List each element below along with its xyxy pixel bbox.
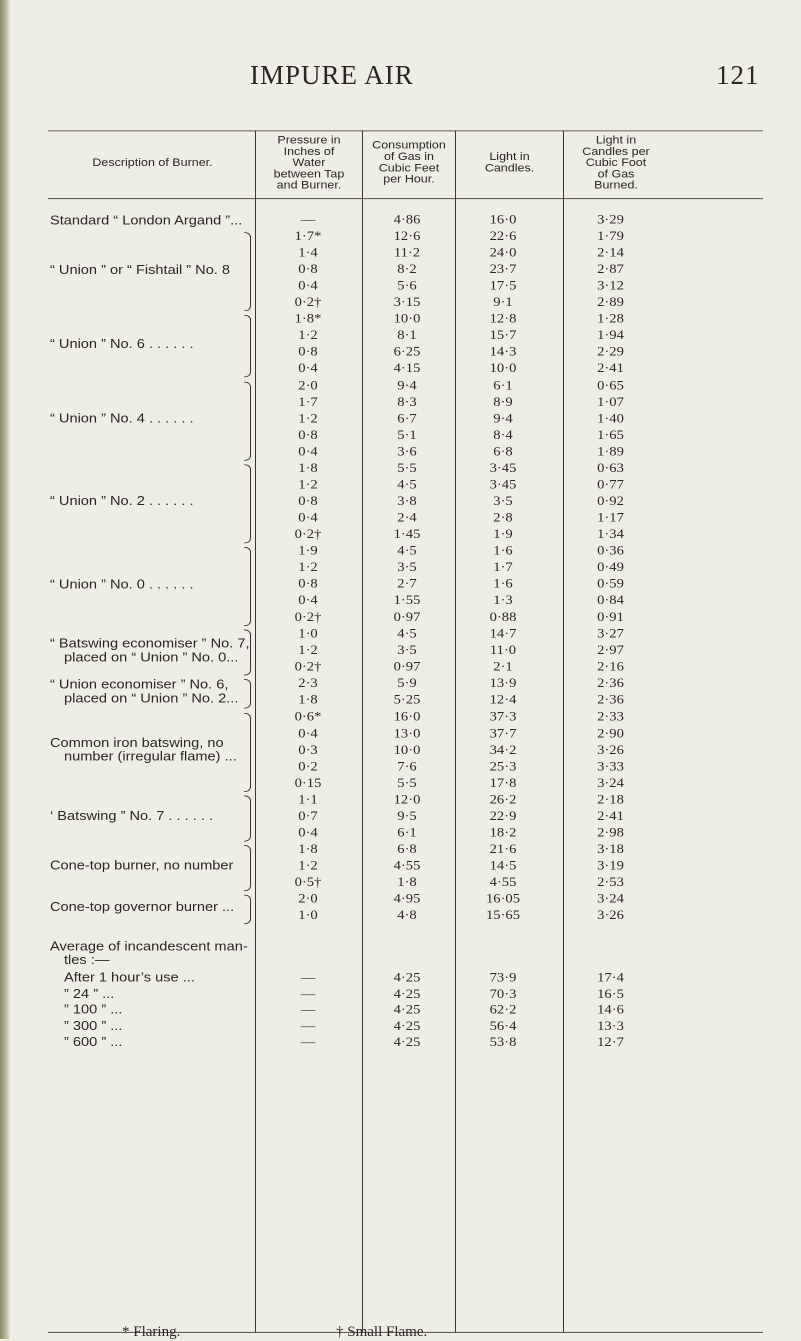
mantles-heading: tles :— — [64, 953, 110, 968]
light-cell: 13·9 — [489, 676, 517, 691]
consumption-cell: 10·0 — [393, 312, 421, 327]
consumption-cell: 4·25 — [393, 1003, 421, 1018]
consumption-cell: 8·1 — [397, 328, 417, 343]
light-per-foot-cell: 2·41 — [597, 809, 624, 824]
light-per-foot-cell: 0·92 — [597, 494, 624, 509]
pressure-cell: — — [300, 1003, 316, 1018]
pressure-cell: 0·8 — [298, 577, 318, 592]
light-per-foot-cell: 3·27 — [597, 627, 624, 641]
pressure-cell: 0·8 — [298, 494, 318, 509]
light-cell: 24·0 — [489, 246, 517, 261]
pressure-cell: 0·4 — [298, 511, 318, 526]
light-cell: 34·2 — [489, 742, 517, 757]
pressure-cell: — — [300, 1019, 316, 1034]
light-cell: 16·0 — [489, 213, 517, 227]
column-header-pressure: Pressure in Inches of Water between Tap and Burner. — [273, 133, 345, 191]
consumption-cell: 2·4 — [397, 511, 417, 526]
pressure-cell: 0·2† — [294, 660, 322, 675]
consumption-cell: 1·45 — [393, 527, 421, 542]
light-per-foot-cell: 12·7 — [597, 1035, 624, 1050]
light-per-foot-cell: 1·28 — [597, 312, 624, 327]
light-per-foot-cell: 2·90 — [597, 726, 624, 741]
burner-description: Cone-top governor burner ... — [50, 900, 235, 915]
group-brace — [244, 712, 251, 791]
light-cell: 0·88 — [489, 610, 517, 625]
footnote-flaring: * Flaring. — [122, 1324, 181, 1340]
pressure-cell: 0·2† — [294, 610, 322, 625]
mantle-hours-label: ” 300 ” ... — [64, 1019, 123, 1034]
running-header — [0, 60, 801, 100]
light-cell: 15·7 — [489, 328, 517, 343]
consumption-cell: 4·55 — [393, 858, 421, 873]
light-cell: 3·45 — [489, 477, 517, 492]
light-cell: 8·9 — [493, 395, 513, 410]
consumption-cell: 8·2 — [397, 262, 417, 277]
pressure-cell: 1·1 — [298, 792, 318, 807]
consumption-cell: 6·7 — [397, 411, 417, 426]
pressure-cell: 2·0 — [298, 892, 318, 906]
light-cell: 11·0 — [489, 643, 517, 658]
consumption-cell: 4·95 — [393, 892, 421, 906]
consumption-cell: 4·5 — [397, 544, 417, 559]
light-cell: 18·2 — [489, 825, 517, 840]
consumption-cell: 13·0 — [393, 726, 421, 741]
light-per-foot-cell: 3·24 — [597, 892, 624, 906]
light-cell: 14·7 — [489, 627, 517, 641]
consumption-cell: 6·25 — [393, 345, 421, 360]
light-per-foot-cell: 16·5 — [597, 987, 624, 1002]
mantle-hours-label: ” 600 ” ... — [64, 1035, 123, 1050]
pressure-cell: — — [300, 971, 316, 986]
column-divider-1 — [255, 130, 256, 1332]
consumption-cell: 8·3 — [397, 395, 417, 410]
consumption-cell: 5·5 — [397, 461, 417, 476]
pressure-cell: 1·7 — [298, 395, 318, 410]
light-cell: 4·55 — [489, 875, 517, 890]
consumption-cell: 5·9 — [397, 676, 417, 691]
burner-description: Cone-top burner, no number — [50, 859, 234, 874]
consumption-cell: 2·7 — [397, 577, 417, 592]
pressure-cell: 2·3 — [298, 676, 318, 691]
consumption-cell: 16·0 — [393, 709, 421, 724]
group-brace — [244, 315, 251, 378]
consumption-cell: 4·25 — [393, 1035, 421, 1050]
pressure-cell: 1·8 — [298, 461, 318, 476]
light-cell: 2·1 — [493, 660, 513, 675]
burner-description: ‘ Batswing ” No. 7 . . . . . . — [50, 809, 214, 824]
burner-description: Standard “ London Argand ”... — [50, 213, 243, 228]
pressure-cell: 1·2 — [298, 560, 318, 575]
light-cell: 1·3 — [493, 593, 513, 608]
pressure-cell: 0·4 — [298, 279, 318, 294]
light-per-foot-cell: 3·24 — [597, 776, 624, 791]
light-cell: 12·8 — [489, 312, 517, 327]
group-brace — [244, 895, 251, 925]
consumption-cell: 3·5 — [397, 560, 417, 575]
group-brace — [244, 232, 251, 311]
light-per-foot-cell: 2·89 — [597, 295, 624, 310]
column-header-consumption: Consumption of Gas in Cubic Feet per Hour. — [372, 139, 446, 186]
column-header-description: Description of Burner. — [92, 156, 213, 169]
pressure-cell: 1·2 — [298, 643, 318, 658]
pressure-cell: 0·2 — [298, 759, 318, 774]
light-per-foot-cell: 2·36 — [597, 693, 624, 708]
light-cell: 14·5 — [489, 858, 517, 873]
light-per-foot-cell: 0·65 — [597, 378, 624, 393]
light-per-foot-cell: 3·26 — [597, 908, 624, 923]
light-per-foot-cell: 3·26 — [597, 742, 624, 757]
light-per-foot-cell: 3·18 — [597, 842, 624, 857]
consumption-cell: 4·5 — [397, 627, 417, 641]
light-per-foot-cell: 3·19 — [597, 858, 624, 873]
consumption-cell: 0·97 — [393, 610, 421, 625]
burner-description: placed on “ Union ” No. 0... — [64, 651, 239, 665]
pressure-cell: 0·3 — [298, 742, 318, 757]
footnote-small-flame: † Small Flame. — [336, 1324, 428, 1340]
light-per-foot-cell: 2·16 — [597, 660, 624, 675]
burner-description: “ Union ” No. 4 . . . . . . — [50, 412, 194, 427]
light-per-foot-cell: 1·40 — [597, 411, 624, 426]
column-divider-4 — [563, 130, 564, 1332]
consumption-cell: 3·15 — [393, 295, 421, 310]
column-header-light-per-foot: Light in Candles per Cubic Foot of Gas Burned. — [582, 133, 650, 191]
light-per-foot-cell: 1·17 — [597, 511, 624, 526]
consumption-cell: 5·25 — [393, 693, 421, 708]
group-brace — [244, 547, 251, 626]
consumption-cell: 9·5 — [397, 809, 417, 824]
pressure-cell: 1·0 — [298, 627, 318, 641]
light-cell: 23·7 — [489, 262, 517, 277]
pressure-cell: 2·0 — [298, 378, 318, 393]
light-per-foot-cell: 17·4 — [597, 971, 624, 986]
mantles-heading: Average of incandescent man- — [50, 939, 248, 954]
consumption-cell: 4·5 — [397, 477, 417, 492]
light-per-foot-cell: 0·59 — [597, 577, 624, 592]
pressure-cell: 0·8 — [298, 345, 318, 360]
pressure-cell: 0·4 — [298, 825, 318, 840]
light-cell: 17·8 — [489, 776, 517, 791]
light-cell: 62·2 — [489, 1003, 517, 1018]
pressure-cell: 0·4 — [298, 444, 318, 459]
light-cell: 12·4 — [489, 693, 517, 708]
light-cell: 17·5 — [489, 279, 517, 294]
light-cell: 14·3 — [489, 345, 517, 360]
light-per-foot-cell: 14·6 — [597, 1003, 624, 1018]
burner-description: number (irregular flame) ... — [64, 750, 237, 765]
light-cell: 9·4 — [493, 411, 513, 426]
light-per-foot-cell: 2·98 — [597, 825, 624, 840]
light-cell: 21·6 — [489, 842, 517, 857]
mantle-hours-label: After 1 hour’s use ... — [64, 971, 195, 986]
group-brace — [244, 845, 251, 891]
consumption-cell: 6·8 — [397, 842, 417, 857]
pressure-cell: 1·2 — [298, 858, 318, 873]
consumption-cell: 10·0 — [393, 742, 421, 757]
light-per-foot-cell: 2·29 — [597, 345, 624, 360]
light-cell: 9·1 — [493, 295, 513, 310]
light-per-foot-cell: 0·91 — [597, 610, 624, 625]
table-header-rule — [48, 198, 763, 199]
pressure-cell: 1·0 — [298, 908, 318, 923]
pressure-cell: — — [300, 213, 316, 227]
light-cell: 1·6 — [493, 544, 513, 559]
light-per-foot-cell: 2·14 — [597, 246, 624, 261]
light-cell: 8·4 — [493, 428, 513, 443]
light-per-foot-cell: 0·49 — [597, 560, 624, 575]
consumption-cell: 0·97 — [393, 660, 421, 675]
light-per-foot-cell: 2·97 — [597, 643, 624, 658]
group-brace — [244, 679, 251, 709]
pressure-cell: 0·15 — [294, 776, 322, 791]
consumption-cell: 4·86 — [393, 213, 421, 227]
light-per-foot-cell: 13·3 — [597, 1019, 624, 1034]
pressure-cell: — — [300, 1035, 316, 1050]
pressure-cell: 1·9 — [298, 544, 318, 559]
burner-description: “ Union ” No. 2 . . . . . . — [50, 495, 194, 509]
burner-description: “ Union economiser ” No. 6, — [50, 678, 229, 693]
page-spine-shadow — [0, 0, 10, 1339]
mantle-hours-label: ” 24 ” ... — [64, 987, 115, 1002]
consumption-cell: 9·4 — [397, 378, 417, 393]
light-cell: 22·9 — [489, 809, 517, 824]
light-cell: 16·05 — [485, 892, 521, 906]
mantle-hours-label: ” 100 ” ... — [64, 1003, 123, 1018]
pressure-cell: 0·7 — [298, 809, 318, 824]
light-cell: 56·4 — [489, 1019, 517, 1034]
pressure-cell: 1·2 — [298, 477, 318, 492]
light-cell: 1·9 — [493, 527, 513, 542]
group-brace — [244, 381, 251, 460]
pressure-cell: 1·8 — [298, 842, 318, 857]
page-number: 121 — [716, 60, 760, 90]
light-per-foot-cell: 1·65 — [597, 428, 624, 443]
light-per-foot-cell: 1·89 — [597, 444, 624, 459]
column-header-light: Light in Candles. — [484, 150, 535, 174]
consumption-cell: 5·1 — [397, 428, 417, 443]
light-cell: 1·6 — [493, 577, 513, 592]
burner-description: “ Batswing economiser ” No. 7, — [50, 637, 250, 652]
light-per-foot-cell: 2·41 — [597, 362, 624, 376]
consumption-cell: 4·8 — [397, 908, 417, 923]
column-divider-3 — [455, 130, 456, 1332]
pressure-cell: 1·8 — [298, 693, 318, 708]
light-per-foot-cell: 2·33 — [597, 709, 624, 724]
pressure-cell: 0·4 — [298, 593, 318, 608]
pressure-cell: 0·6* — [294, 709, 322, 724]
pressure-cell: 0·4 — [298, 362, 318, 376]
light-cell: 3·45 — [489, 461, 517, 476]
pressure-cell: 0·4 — [298, 726, 318, 741]
consumption-cell: 7·6 — [397, 759, 417, 774]
light-per-foot-cell: 2·53 — [597, 875, 624, 890]
group-brace — [244, 464, 251, 543]
consumption-cell: 4·15 — [393, 362, 421, 376]
light-cell: 1·7 — [493, 560, 513, 575]
light-per-foot-cell: 0·63 — [597, 461, 624, 476]
burner-description: placed on “ Union ” No. 2... — [64, 692, 239, 707]
light-cell: 25·3 — [489, 759, 517, 774]
light-per-foot-cell: 2·18 — [597, 792, 624, 807]
consumption-cell: 5·5 — [397, 776, 417, 791]
consumption-cell: 5·6 — [397, 279, 417, 294]
pressure-cell: 1·8* — [294, 312, 322, 327]
pressure-cell: — — [300, 987, 316, 1002]
light-per-foot-cell: 3·33 — [597, 759, 624, 774]
light-cell: 37·7 — [489, 726, 517, 741]
light-cell: 53·8 — [489, 1035, 517, 1050]
pressure-cell: 0·5† — [294, 875, 322, 890]
light-cell: 10·0 — [489, 362, 517, 376]
consumption-cell: 4·25 — [393, 971, 421, 986]
light-per-foot-cell: 0·36 — [597, 544, 624, 559]
pressure-cell: 0·8 — [298, 428, 318, 443]
consumption-cell: 6·1 — [397, 825, 417, 840]
pressure-cell: 1·2 — [298, 328, 318, 343]
pressure-cell: 0·2† — [294, 527, 322, 542]
light-cell: 22·6 — [489, 229, 517, 244]
light-per-foot-cell: 2·36 — [597, 676, 624, 691]
light-per-foot-cell: 1·07 — [597, 395, 624, 410]
light-per-foot-cell: 0·84 — [597, 593, 624, 608]
running-title: IMPURE AIR — [250, 60, 414, 90]
pressure-cell: 0·8 — [298, 262, 318, 277]
pressure-cell: 1·4 — [298, 246, 318, 261]
light-per-foot-cell: 1·34 — [597, 527, 624, 542]
consumption-cell: 3·8 — [397, 494, 417, 509]
consumption-cell: 4·25 — [393, 1019, 421, 1034]
consumption-cell: 12·6 — [393, 229, 421, 244]
burner-description: “ Union ” No. 0 . . . . . . — [50, 577, 194, 592]
light-cell: 70·3 — [489, 987, 517, 1002]
consumption-cell: 12·0 — [393, 792, 421, 807]
light-per-foot-cell: 3·12 — [597, 279, 624, 294]
light-per-foot-cell: 0·77 — [597, 477, 624, 492]
consumption-cell: 11·2 — [393, 246, 421, 261]
light-cell: 6·8 — [493, 444, 513, 459]
consumption-cell: 3·6 — [397, 444, 417, 459]
pressure-cell: 0·2† — [294, 295, 322, 310]
light-cell: 6·1 — [493, 378, 513, 393]
light-per-foot-cell: 1·94 — [597, 328, 624, 343]
burner-description: “ Union ” No. 6 . . . . . . — [50, 337, 194, 352]
consumption-cell: 1·55 — [393, 593, 421, 608]
light-per-foot-cell: 1·79 — [597, 229, 624, 244]
pressure-cell: 1·2 — [298, 411, 318, 426]
burner-description: “ Union ” or “ Fishtail ” No. 8 — [50, 263, 231, 278]
light-per-foot-cell: 2·87 — [597, 262, 624, 277]
consumption-cell: 3·5 — [397, 643, 417, 658]
light-cell: 15·65 — [485, 908, 521, 923]
light-cell: 73·9 — [489, 971, 517, 986]
consumption-cell: 1·8 — [397, 875, 417, 890]
light-per-foot-cell: 3·29 — [597, 213, 624, 227]
consumption-cell: 4·25 — [393, 987, 421, 1002]
burner-description: Common iron batswing, no — [50, 736, 224, 751]
group-brace — [244, 630, 251, 676]
group-brace — [244, 795, 251, 841]
light-cell: 37·3 — [489, 709, 517, 724]
light-cell: 3·5 — [493, 494, 513, 509]
pressure-cell: 1·7* — [294, 229, 322, 244]
light-cell: 26·2 — [489, 792, 517, 807]
light-cell: 2·8 — [493, 511, 513, 526]
